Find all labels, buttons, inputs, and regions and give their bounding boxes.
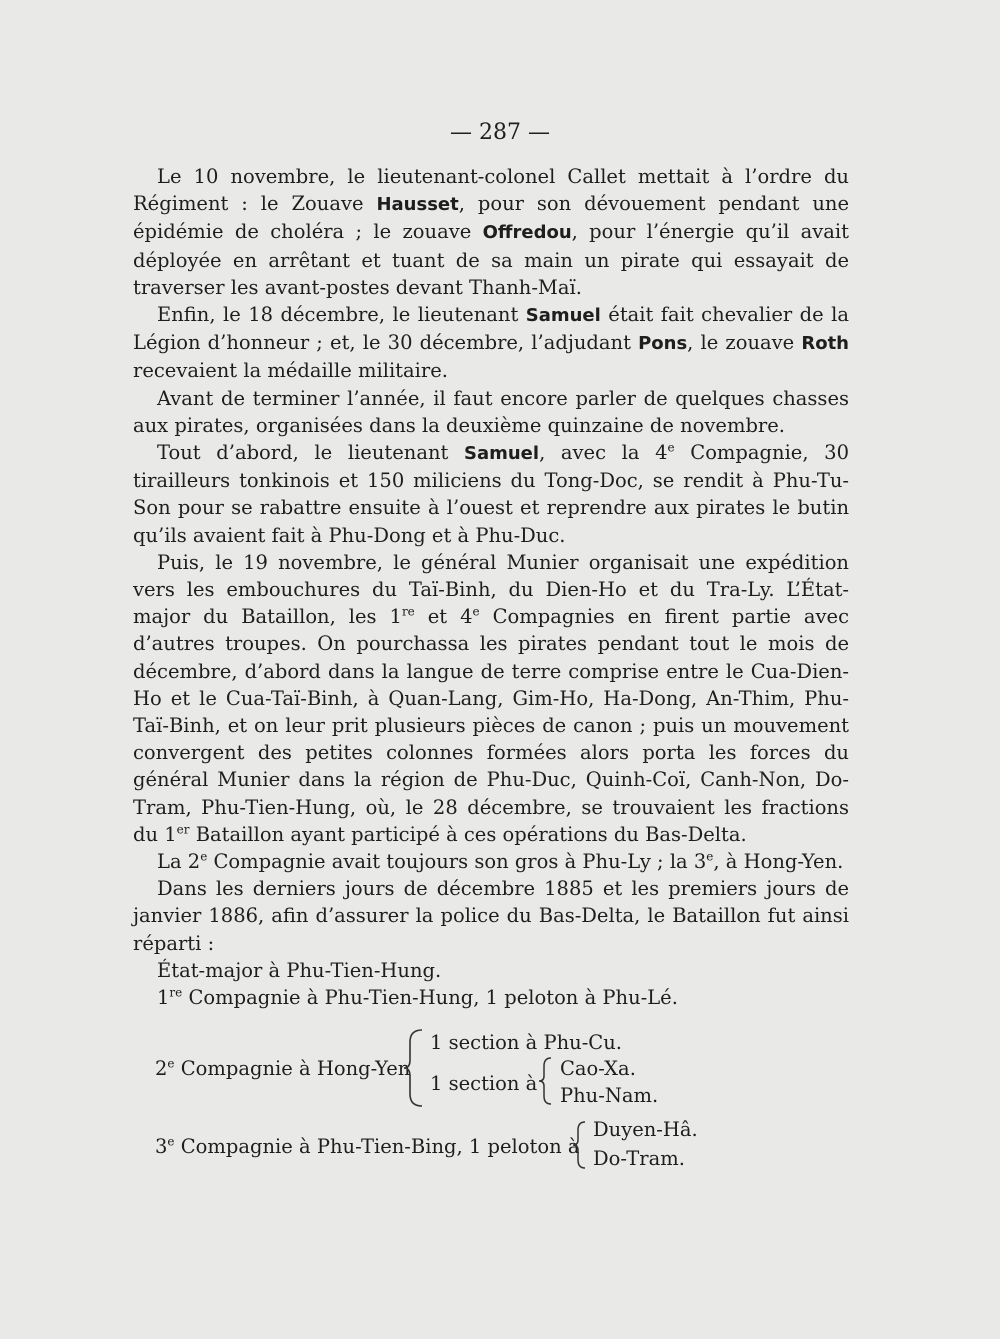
text-run: recevaient la médaille militaire. xyxy=(133,359,448,383)
text-run: , pour son dévouement pendant une épidémie de choléra ; le zouave xyxy=(133,192,849,244)
text-run: Avant de terminer l’année, il faut encore parler de quelques chasses aux pirates, organisées dans la deuxième quinzaine de novembre. xyxy=(133,386,849,437)
text-run: était fait chevalier de la Légion d’honneur ; et, le 30 décembre, l’adjudant xyxy=(133,303,849,355)
text-run: Bataillon ayant participé à ces opérations du Bas-Delta. xyxy=(189,822,747,846)
text-run: 1 xyxy=(157,986,170,1010)
person-name: Offredou xyxy=(482,222,572,244)
page-number: — 287 — xyxy=(450,120,550,145)
text-run: Enfin, le 18 décembre, le lieutenant xyxy=(157,303,526,327)
company-2-section-1: 1 section à Phu-Cu. xyxy=(430,1031,622,1054)
text-run: Dans les derniers jours de décembre 1885 et les premiers jours de janvier 1886, afin d’assurer la police du Bas-Delta, le Bataillon fut ainsi réparti : xyxy=(133,877,849,955)
left-brace-icon xyxy=(570,1120,590,1170)
ordinal-suffix: e xyxy=(706,849,714,864)
text-run: Tout d’abord, le lieutenant xyxy=(157,441,464,465)
place-duyen-ha: Duyen-Hâ. xyxy=(593,1118,698,1141)
ordinal-suffix: e xyxy=(667,440,675,455)
text-run: Compagnie, 30 tirailleurs tonkinois et 150 miliciens du Tong-Doc, se rendit à Phu-Tu-Son pour se rabattre ensuite à l’ouest et reprendre aux pirates le butin qu’ils avaient fait à Phu-Dong et à Phu-Duc. xyxy=(133,441,849,547)
person-name: Pons xyxy=(638,333,688,355)
paragraph xyxy=(133,848,849,875)
text-run: , avec la 4 xyxy=(539,441,668,465)
text-run: et 4 xyxy=(414,605,473,629)
text-run: , le zouave xyxy=(687,331,802,355)
company-3-line: 3e Compagnie à Phu-Tien-Bing, 1 peloton à xyxy=(155,1134,580,1158)
text-run: , à Hong-Yen. xyxy=(713,850,844,874)
paragraph xyxy=(133,439,849,549)
person-name: Roth xyxy=(801,333,849,355)
left-brace-icon xyxy=(536,1056,556,1106)
paragraph xyxy=(133,984,849,1011)
text-run: Compagnie avait toujours son gros à Phu-Ly ; la 3 xyxy=(207,850,707,874)
body-text xyxy=(133,163,849,1011)
person-name: Samuel xyxy=(525,305,601,327)
place-phu-nam: Phu-Nam. xyxy=(560,1084,659,1107)
place-do-tram: Do-Tram. xyxy=(593,1147,685,1170)
paragraph xyxy=(133,301,849,385)
place-cao-xa: Cao-Xa. xyxy=(560,1057,636,1080)
text-run: Puis, le 19 novembre, le général Munier organisait une expédition vers les embouchures du Taï-Binh, du Dien-Ho et du Tra-Ly. L’État-major du Bataillon, les 1 xyxy=(133,550,849,629)
text-run: État-major à Phu-Tien-Hung. xyxy=(157,958,442,982)
text-run: Compagnies en firent partie avec d’autres troupes. On pourchassa les pirates pendant tout le mois de décembre, d’abord dans la langue de terre comprise entre le Cua-Dien-Ho et le Cua-Taï-Binh, à Quan-Lang, Gim-Ho, Ha-Dong, An-Thim, Phu-Taï-Binh, et on leur prit plusieurs pièces de canon ; puis un mouvement convergent des petites colonnes formées alors porta les forces du général Munier dans la région de Phu-Duc, Quinh-Coï, Canh-Non, Do-Tram, Phu-Tien-Hung, où, le 28 décembre, se trouvaient les fractions du 1 xyxy=(133,605,850,846)
ordinal-suffix: re xyxy=(169,985,183,1000)
ordinal-suffix: er xyxy=(176,822,190,837)
text-run: Le 10 novembre, le lieutenant-colonel Callet mettait à l’ordre du Régiment : le Zouave xyxy=(133,165,849,216)
paragraph xyxy=(133,957,849,984)
text-run: La 2 xyxy=(157,850,201,874)
person-name: Hausset xyxy=(376,194,459,216)
person-name: Samuel xyxy=(464,443,540,465)
paragraph xyxy=(133,875,849,957)
ordinal-suffix: re xyxy=(401,604,415,619)
text-run: Compagnie à Phu-Tien-Hung, 1 peloton à Phu-Lé. xyxy=(182,986,678,1010)
ordinal-suffix: e xyxy=(472,604,480,619)
company-2-section-2: 1 section à xyxy=(430,1072,538,1095)
paragraph xyxy=(133,549,849,848)
ordinal-suffix: e xyxy=(200,849,208,864)
paragraph xyxy=(133,385,849,439)
company-2-line: 2e Compagnie à Hong-Yen xyxy=(155,1056,411,1080)
text-run: , pour l’énergie qu’il avait déployée en arrêtant et tuant de sa main un pirate qui essayait de traverser les avant-postes devant Thanh-Maï. xyxy=(133,220,849,299)
paragraph xyxy=(133,163,849,301)
left-brace-icon xyxy=(402,1028,428,1108)
